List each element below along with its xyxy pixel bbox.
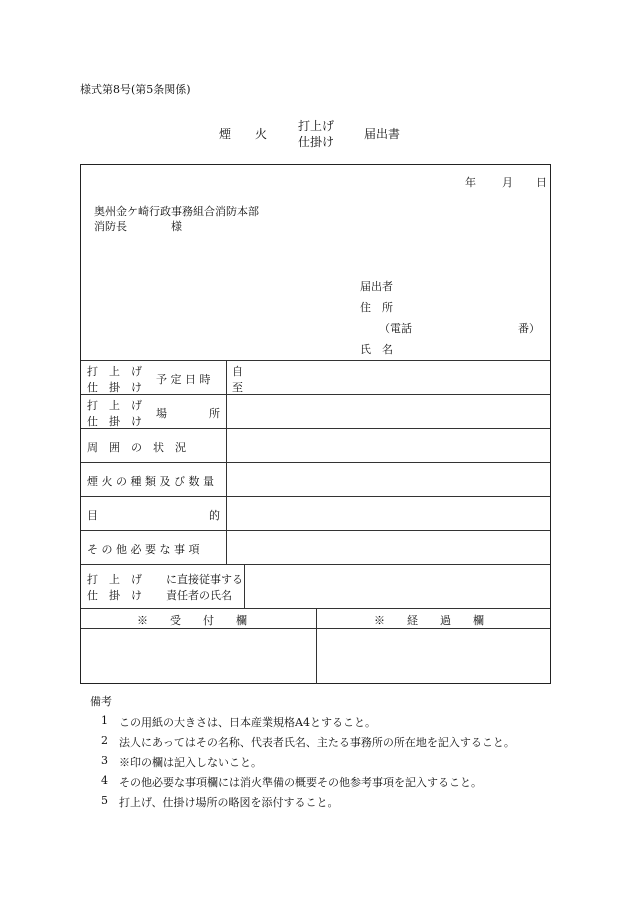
note-text: 法人にあってはその名称、代表者氏名、主たる事務所の所在地を記入すること。 — [119, 736, 515, 749]
rule-r7-divider — [244, 564, 245, 608]
applicant-address-field[interactable]: 住 所 — [360, 301, 393, 314]
rule-label-divider — [226, 360, 227, 564]
note-number: 2 — [101, 734, 108, 747]
r2-place-label-left: 場 — [156, 407, 167, 420]
note-text: 打上げ、仕掛け場所の略図を添付すること。 — [119, 796, 339, 809]
r1-from[interactable]: 自 — [232, 365, 243, 378]
title-option-launch: 打上げ — [298, 119, 335, 133]
rule-r6-top — [81, 530, 550, 531]
note-number: 4 — [101, 774, 108, 787]
r4-fireworks-type-label: 煙 火 の 種 類 及 び 数 量 — [87, 475, 214, 488]
date-day[interactable]: 日 — [536, 176, 547, 189]
title-option-setup: 仕掛け — [298, 135, 335, 149]
applicant-phone-open[interactable]: （電話 — [379, 322, 412, 335]
applicant-name-field[interactable]: 氏 名 — [360, 343, 393, 356]
note-text: その他必要な事項欄には消火準備の概要その他参考事項を記入すること。 — [119, 776, 482, 789]
title-fireworks: 煙 火 — [219, 127, 268, 141]
date-year[interactable]: 年 — [465, 176, 476, 189]
progress-column-label: ※ 経 過 欄 — [374, 614, 484, 627]
note-text: ※印の欄は記入しないこと。 — [119, 756, 262, 769]
rule-r1-top — [81, 360, 550, 361]
r2-place-label-right: 所 — [209, 407, 220, 420]
r6-other-matters-label: そ の 他 必 要 な 事 項 — [87, 543, 200, 556]
form-table — [80, 164, 551, 684]
rule-r4-top — [81, 462, 550, 463]
rule-r7-top — [81, 564, 550, 565]
receipt-box[interactable] — [82, 629, 315, 683]
progress-box[interactable] — [318, 629, 549, 683]
note-number: 5 — [101, 794, 108, 807]
r1-launch: 打 上 げ — [87, 365, 142, 378]
applicant-phone-close: 番） — [518, 322, 540, 335]
r5-purpose-label-left: 目 — [87, 509, 98, 522]
r2-launch: 打 上 げ — [87, 399, 142, 412]
form-number: 様式第8号(第5条関係) — [80, 83, 191, 96]
r7-responsible-name: 責任者の氏名 — [166, 589, 232, 602]
r7-setup: 仕 掛 け — [87, 589, 142, 602]
rule-r5-top — [81, 496, 550, 497]
rule-r2-top — [81, 394, 550, 395]
receipt-column-label: ※ 受 付 欄 — [137, 614, 247, 627]
r3-surroundings-label: 周 囲 の 状 況 — [87, 441, 186, 454]
date-month[interactable]: 月 — [502, 176, 513, 189]
r7-launch: 打 上 げ — [87, 573, 142, 586]
r5-purpose-label-right: 的 — [209, 509, 220, 522]
r2-setup: 仕 掛 け — [87, 415, 142, 428]
note-number: 1 — [101, 714, 108, 727]
addressee-line1: 奥州金ケ崎行政事務組合消防本部 — [94, 205, 259, 218]
rule-receipt-divider — [316, 608, 317, 684]
title-notification: 届出書 — [364, 127, 401, 141]
r1-to[interactable]: 至 — [232, 381, 243, 394]
notes-heading: 備考 — [90, 695, 112, 708]
r7-direct-engaged: に直接従事する — [166, 573, 243, 586]
r1-setup: 仕 掛 け — [87, 381, 142, 394]
applicant-label: 届出者 — [360, 280, 393, 293]
r1-scheduled-datetime-label: 予 定 日 時 — [156, 373, 211, 386]
addressee-line2: 消防長 様 — [94, 220, 182, 233]
rule-r3-top — [81, 428, 550, 429]
note-text: この用紙の大きさは、日本産業規格A4とすること。 — [119, 716, 376, 729]
note-number: 3 — [101, 754, 108, 767]
